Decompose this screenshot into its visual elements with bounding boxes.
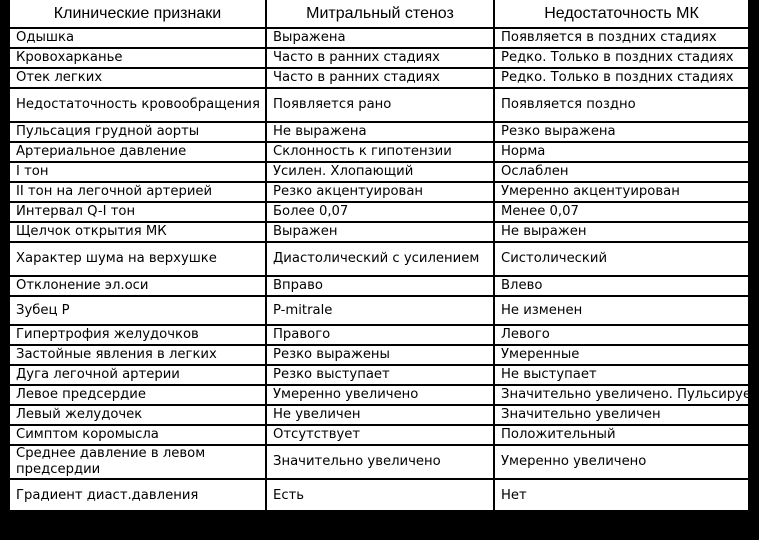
- table-cell: Диастолический с усилением: [266, 242, 494, 276]
- table-cell: Одышка: [9, 28, 266, 48]
- table-cell: Систолический: [494, 242, 749, 276]
- table-cell: Не изменен: [494, 296, 749, 325]
- table-row: [9, 345, 749, 365]
- table-row: [9, 202, 749, 222]
- table-cell: Среднее давление в левом предсердии: [9, 445, 266, 479]
- table-cell: Характер шума на верхушке: [9, 242, 266, 276]
- table-cell: Часто в ранних стадиях: [266, 48, 494, 68]
- table-row: [9, 242, 749, 276]
- table-cell: Нет: [494, 479, 749, 511]
- comparison-table: [8, 0, 759, 512]
- table-cell: Резко выражена: [494, 122, 749, 142]
- table-row: [9, 162, 749, 182]
- table-cell: Отсутствует: [266, 425, 494, 445]
- table-cell: Дуга легочной артерии: [9, 365, 266, 385]
- table-cell: Левого: [494, 325, 749, 345]
- table-cell: Правого: [266, 325, 494, 345]
- table-cell: Левое предсердие: [9, 385, 266, 405]
- table-cell: Градиент диаст.давления: [9, 479, 266, 511]
- table-row: [9, 122, 749, 142]
- header-mitral-stenosis: Митральный стеноз: [266, 0, 494, 28]
- table-cell: II тон на легочной артерией: [9, 182, 266, 202]
- table-cell: Редко. Только в поздних стадиях: [494, 48, 749, 68]
- table-cell: Норма: [494, 142, 749, 162]
- table-cell: Более 0,07: [266, 202, 494, 222]
- table-cell: Кровохарканье: [9, 48, 266, 68]
- table-cell: Отклонение эл.оси: [9, 276, 266, 296]
- table-cell: Менее 0,07: [494, 202, 749, 222]
- table-cell: I тон: [9, 162, 266, 182]
- table-cell: Появляется поздно: [494, 88, 749, 122]
- table-row: [9, 222, 749, 242]
- table-row: [9, 68, 749, 88]
- table-row: [9, 28, 749, 48]
- table-cell: Интервал Q-I тон: [9, 202, 266, 222]
- table-cell: Умеренно увеличено: [494, 445, 749, 479]
- table-cell: Не выражена: [266, 122, 494, 142]
- table-cell: Влево: [494, 276, 749, 296]
- table-cell: Усилен. Хлопающий: [266, 162, 494, 182]
- table-cell: Часто в ранних стадиях: [266, 68, 494, 88]
- table-row: [9, 445, 749, 479]
- table-cell: Отек легких: [9, 68, 266, 88]
- table-cell: Не выступает: [494, 365, 749, 385]
- table-row: [9, 88, 749, 122]
- table-row: [9, 479, 749, 511]
- table-cell: Пульсация грудной аорты: [9, 122, 266, 142]
- table-cell: Левый желудочек: [9, 405, 266, 425]
- table-cell: Значительно увеличено: [266, 445, 494, 479]
- table-cell: Появляется рано: [266, 88, 494, 122]
- table-cell: Значительно увеличен: [494, 405, 749, 425]
- table-cell: Положительный: [494, 425, 749, 445]
- table-row: [9, 182, 749, 202]
- table-cell: Резко выступает: [266, 365, 494, 385]
- table-row: [9, 365, 749, 385]
- table-cell: Недостаточность кровообращения: [9, 88, 266, 122]
- table-cell: Есть: [266, 479, 494, 511]
- table-row: [9, 425, 749, 445]
- table-cell: Артериальное давление: [9, 142, 266, 162]
- table-cell: Появляется в поздних стадиях: [494, 28, 749, 48]
- table-row: [9, 325, 749, 345]
- header-row: [9, 0, 749, 28]
- table-cell: Резко акцентуирован: [266, 182, 494, 202]
- table-cell: Щелчок открытия МК: [9, 222, 266, 242]
- table-row: [9, 385, 749, 405]
- table-cell: Резко выражены: [266, 345, 494, 365]
- table-row: [9, 276, 749, 296]
- table-cell: Умеренно акцентуирован: [494, 182, 749, 202]
- table-row: [9, 296, 749, 325]
- table-cell: Значительно увеличено. Пульсирует: [494, 385, 749, 405]
- table-cell: Не выражен: [494, 222, 749, 242]
- table-row: [9, 405, 749, 425]
- table-cell: Умеренные: [494, 345, 749, 365]
- table-cell: Не увеличен: [266, 405, 494, 425]
- table-cell: Застойные явления в легких: [9, 345, 266, 365]
- table-cell: Зубец P: [9, 296, 266, 325]
- table-cell: Редко. Только в поздних стадиях: [494, 68, 749, 88]
- table-cell: Выражен: [266, 222, 494, 242]
- table-cell: Склонность к гипотензии: [266, 142, 494, 162]
- table-cell: Гипертрофия желудочков: [9, 325, 266, 345]
- table-cell: Вправо: [266, 276, 494, 296]
- table-cell: Выражена: [266, 28, 494, 48]
- header-mitral-insufficiency: Недостаточность МК: [494, 0, 749, 28]
- table-cell: Ослаблен: [494, 162, 749, 182]
- table-row: [9, 142, 749, 162]
- comparison-table-container: [8, 0, 759, 540]
- table-row: [9, 48, 749, 68]
- header-clinical-signs: Клинические признаки: [9, 0, 266, 28]
- table-cell: Симптом коромысла: [9, 425, 266, 445]
- table-cell: Умеренно увеличено: [266, 385, 494, 405]
- table-cell: P-mitrale: [266, 296, 494, 325]
